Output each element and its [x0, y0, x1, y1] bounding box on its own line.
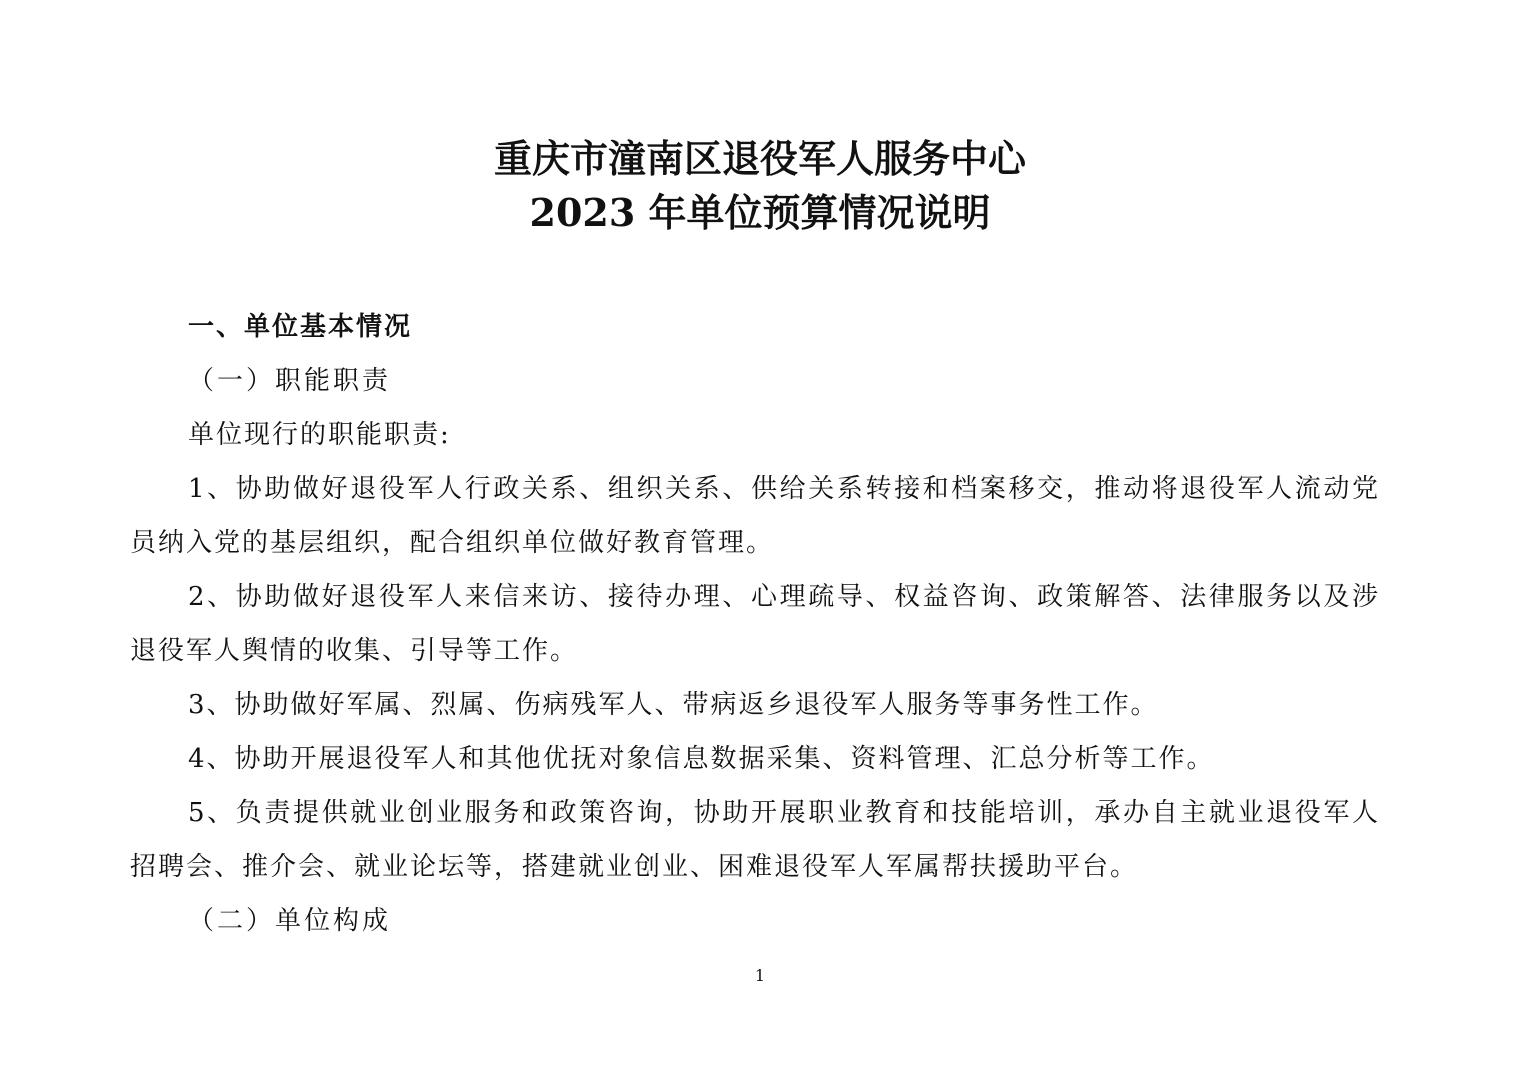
document-body — [130, 300, 1380, 948]
duty-item-2: 2、协助做好退役军人来信来访、接待办理、心理疏导、权益咨询、政策解答、法律服务以及涉退役军人舆情的收集、引导等工作。 — [130, 582, 1380, 666]
section-heading-basic-info: 一、单位基本情况 — [188, 312, 413, 342]
duty-item-3: 3、协助做好军属、烈属、伤病残军人、带病返乡退役军人服务等事务性工作。 — [188, 690, 1159, 720]
duty-item-4: 4、协助开展退役军人和其他优抚对象信息数据采集、资料管理、汇总分析等工作。 — [188, 744, 1215, 774]
duties-intro: 单位现行的职能职责: — [188, 420, 451, 450]
document-title — [0, 132, 1520, 240]
subsection-heading-composition: （二）单位构成 — [188, 906, 392, 936]
title-line-2: 2023 年单位预算情况说明 — [529, 190, 991, 235]
duty-item-1: 1、协助做好退役军人行政关系、组织关系、供给关系转接和档案移交，推动将退役军人流动党员纳入党的基层组织，配合组织单位做好教育管理。 — [130, 474, 1380, 558]
page-number: 1 — [754, 966, 766, 985]
title-line-1: 重庆市潼南区退役军人服务中心 — [493, 136, 1026, 181]
subsection-heading-duties: （一）职能职责 — [188, 366, 392, 396]
duty-item-5: 5、负责提供就业创业服务和政策咨询，协助开展职业教育和技能培训，承办自主就业退役军人招聘会、推介会、就业论坛等，搭建就业创业、困难退役军人军属帮扶援助平台。 — [130, 798, 1380, 882]
